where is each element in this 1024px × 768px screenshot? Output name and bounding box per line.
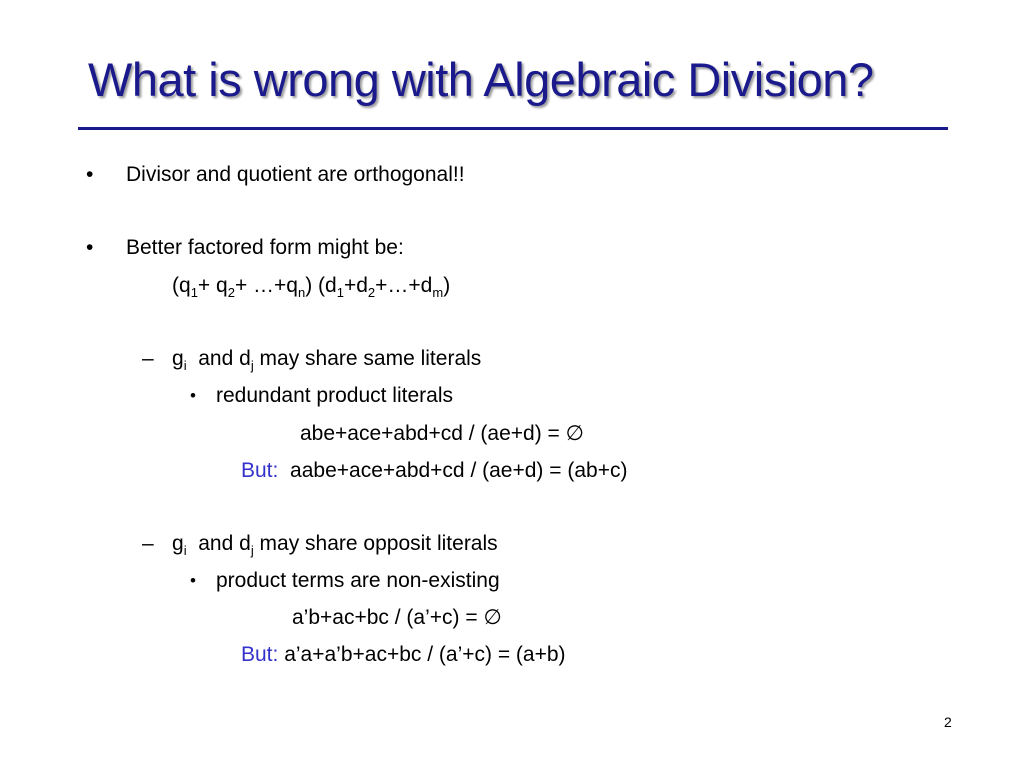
dash-marker: – bbox=[142, 347, 154, 370]
bullet-marker: • bbox=[190, 571, 196, 590]
slide-title: What is wrong with Algebraic Division? bbox=[88, 53, 874, 106]
nested-bullet-text: redundant product literals bbox=[216, 384, 453, 407]
but-label: But: bbox=[241, 459, 279, 482]
bullet-text: Divisor and quotient are orthogonal!! bbox=[126, 163, 465, 186]
example-equation: abe+ace+abd+cd / (ae+d) = ∅ bbox=[300, 422, 584, 445]
bullet-marker: • bbox=[86, 163, 94, 186]
but-label: But: bbox=[241, 643, 279, 666]
factored-form-formula: ($q_1+ q_2+$ $\dots+q_n$) $(d_1+d_2+\dots+d_m)$ bbox=[172, 274, 451, 300]
bullet-marker: • bbox=[86, 236, 94, 259]
example-equation: a’a+a’b+ac+bc / (a’+c) = (a+b) bbox=[284, 643, 566, 666]
example-equation: a’b+ac+bc / (a’+c) = ∅ bbox=[292, 606, 502, 629]
sub-point-text: $g_i$ and $d_j$ may share same literals bbox=[172, 347, 482, 373]
example-equation: aabe+ace+abd+cd / (ae+d) = (ab+c) bbox=[290, 459, 628, 482]
title-underline bbox=[78, 127, 948, 130]
but-example bbox=[241, 458, 627, 484]
sub-point-text: $g_i$ and $d_j$ may share opposit literals bbox=[172, 532, 498, 558]
nested-bullet-text: product terms are non-existing bbox=[216, 569, 500, 592]
page-number: 2 bbox=[944, 714, 952, 730]
but-example bbox=[241, 642, 566, 668]
bullet-marker: • bbox=[190, 386, 196, 405]
dash-marker: – bbox=[142, 532, 154, 555]
bullet-text: Better factored form might be: bbox=[126, 236, 404, 259]
